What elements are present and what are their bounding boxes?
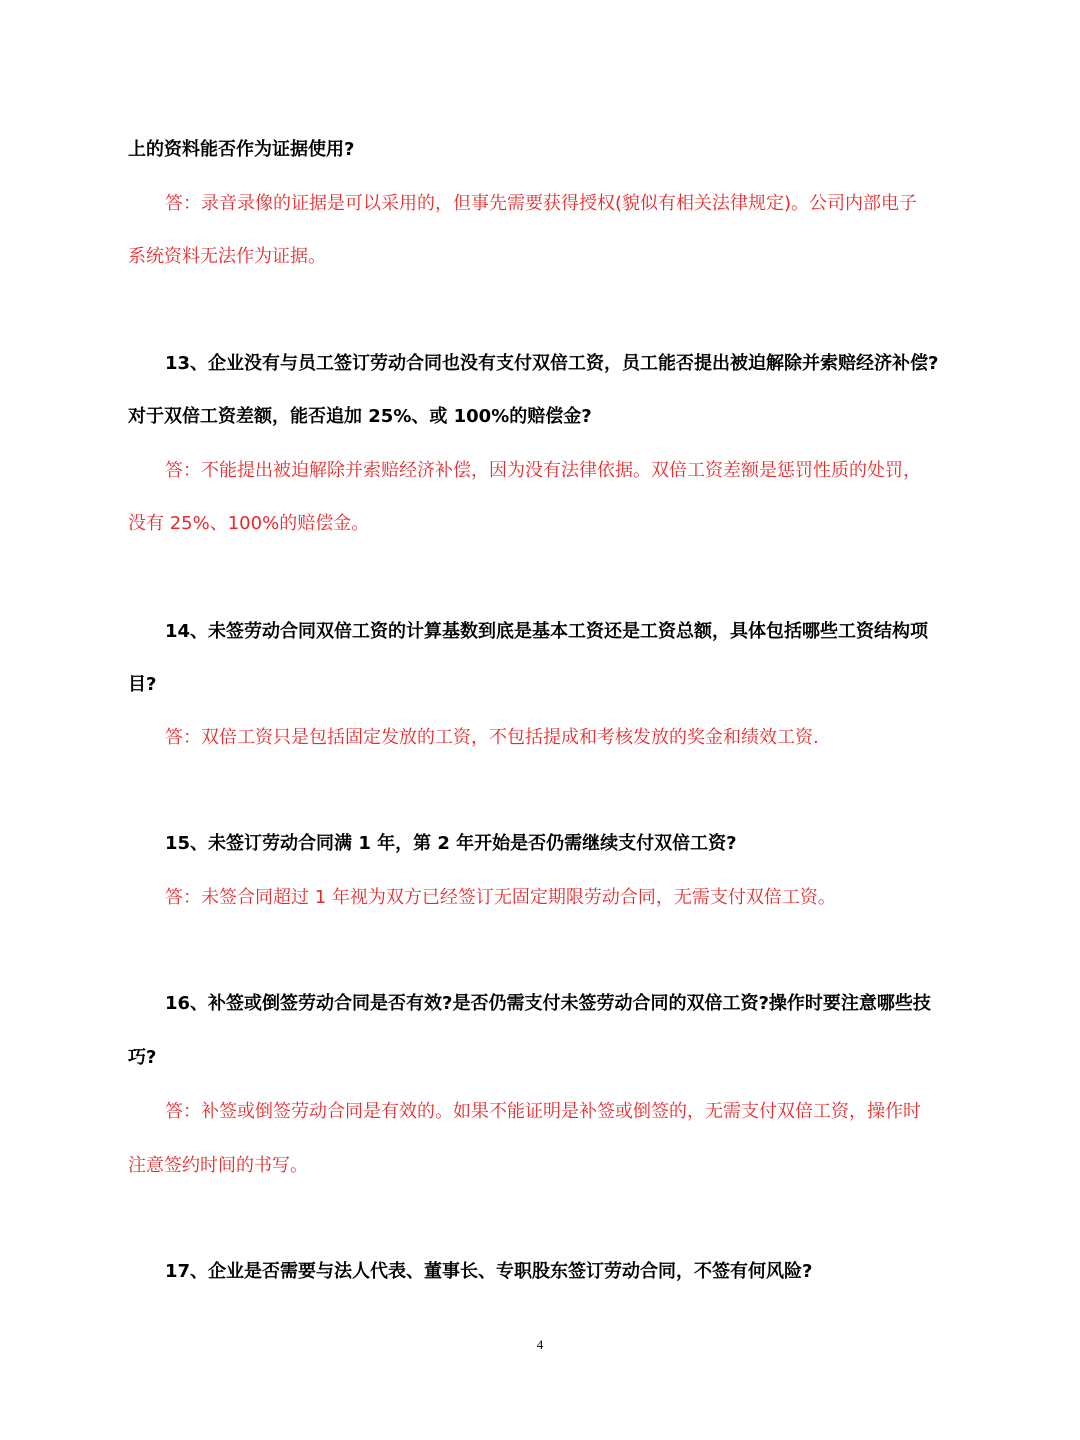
- answer-line: 答：不能提出被迫解除并索赔经济补偿，因为没有法律依据。双倍工资差额是惩罚性质的处罚，: [165, 460, 921, 481]
- answer-line: 没有 25%、100%的赔偿金。: [128, 513, 370, 534]
- answer-line: 答：录音录像的证据是可以采用的，但事先需要获得授权(貌似有相关法律规定)。公司内部电子: [165, 193, 918, 214]
- question-line: 14、未签劳动合同双倍工资的计算基数到底是基本工资还是工资总额，具体包括哪些工资结构项: [165, 621, 929, 642]
- question-line: 巧?: [128, 1047, 157, 1068]
- question-line: 目?: [128, 674, 157, 695]
- page-number: 4: [536, 1337, 544, 1352]
- question-line: 对于双倍工资差额，能否追加 25%、或 100%的赔偿金?: [128, 406, 592, 427]
- answer-line: 系统资料无法作为证据。: [128, 246, 326, 267]
- answer-line: 答：未签合同超过 1 年视为双方已经签订无固定期限劳动合同，无需支付双倍工资。: [165, 887, 836, 908]
- question-line: 上的资料能否作为证据使用?: [128, 139, 355, 160]
- answer-line: 答：补签或倒签劳动合同是有效的。如果不能证明是补签或倒签的，无需支付双倍工资，操作时: [165, 1101, 921, 1122]
- question-line: 15、未签订劳动合同满 1 年，第 2 年开始是否仍需继续支付双倍工资?: [165, 833, 737, 854]
- question-line: 17、企业是否需要与法人代表、董事长、专职股东签订劳动合同，不签有何风险?: [165, 1261, 813, 1282]
- answer-line: 答：双倍工资只是包括固定发放的工资，不包括提成和考核发放的奖金和绩效工资.: [165, 727, 819, 748]
- question-line: 13、企业没有与员工签订劳动合同也没有支付双倍工资，员工能否提出被迫解除并索赔经济补偿?: [165, 353, 939, 374]
- question-line: 16、补签或倒签劳动合同是否有效?是否仍需支付未签劳动合同的双倍工资?操作时要注意哪些技: [165, 993, 931, 1014]
- answer-line: 注意签约时间的书写。: [128, 1155, 308, 1176]
